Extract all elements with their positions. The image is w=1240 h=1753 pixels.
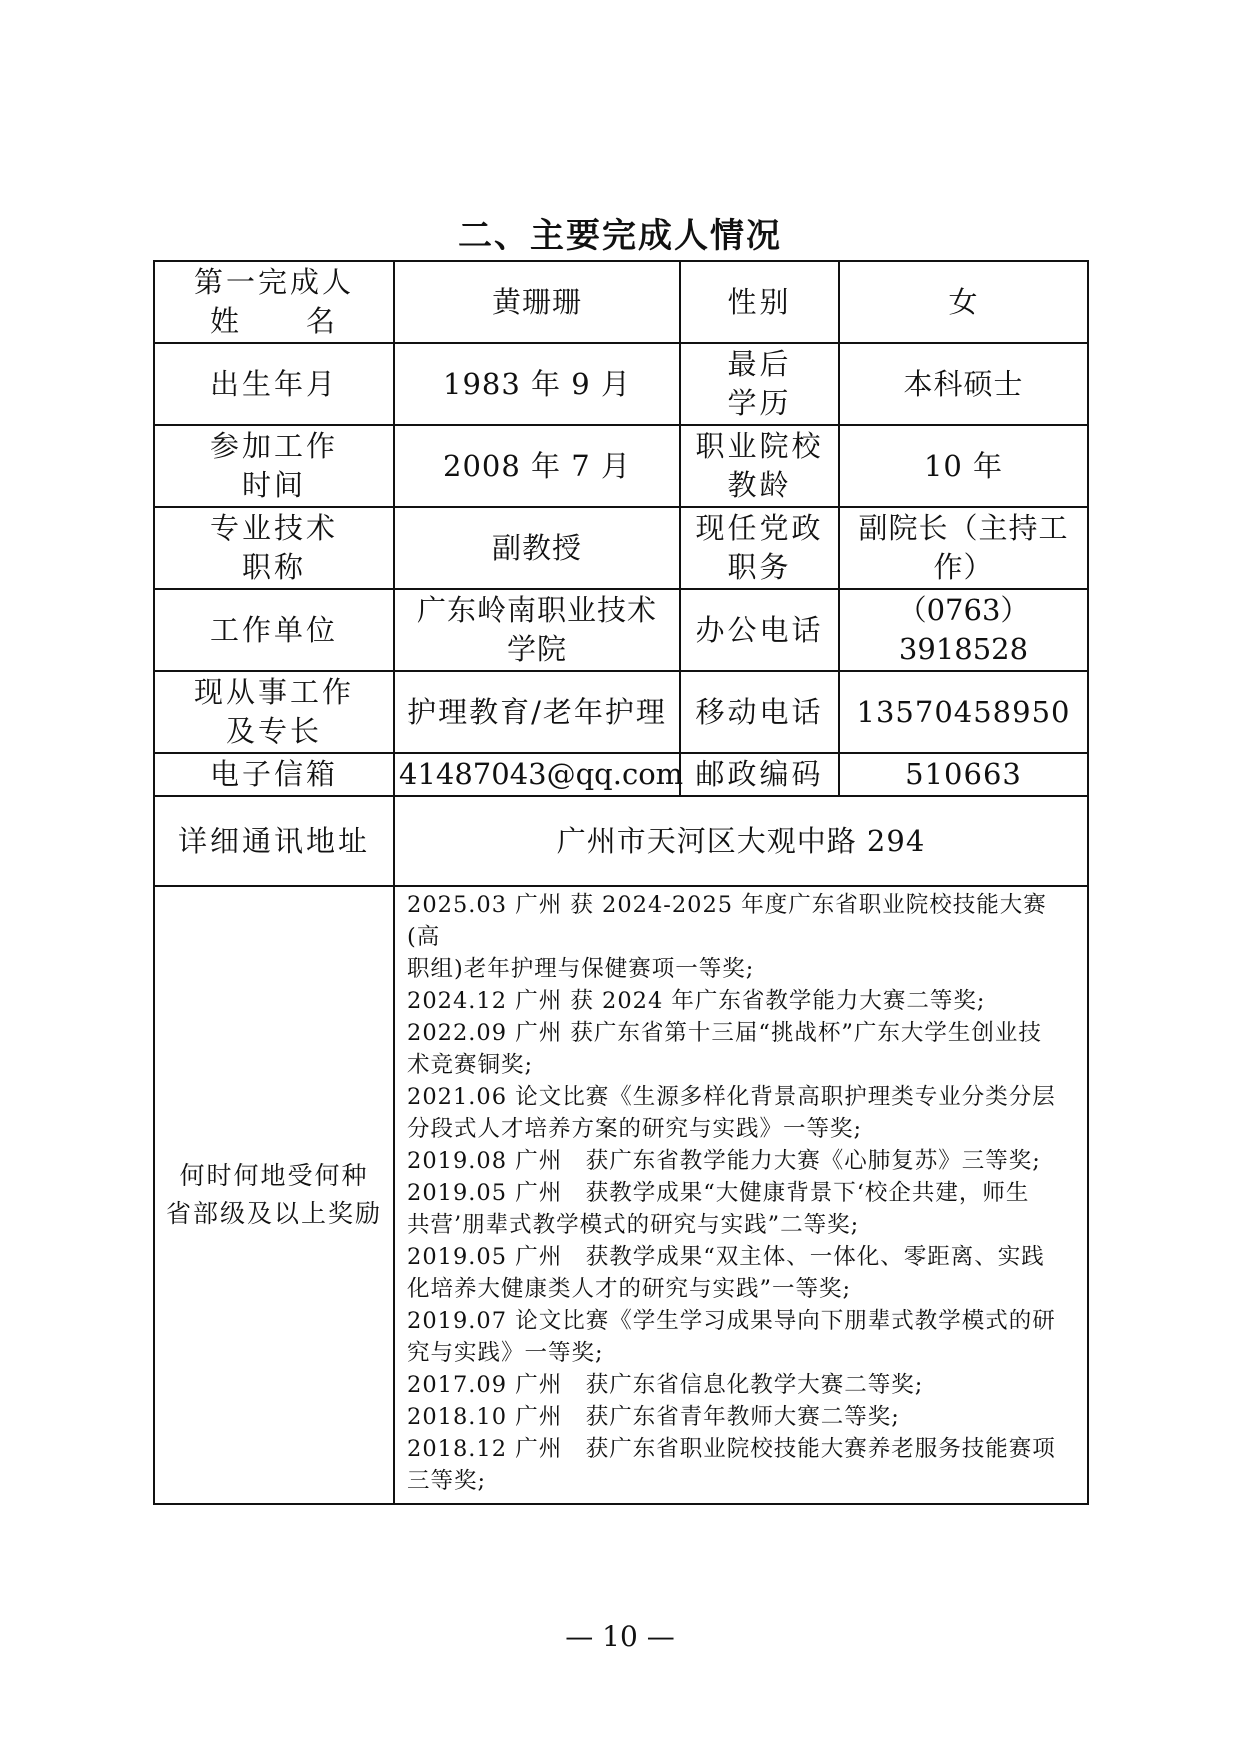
work-start-label-line-2: 时间 bbox=[241, 468, 306, 502]
table-row bbox=[154, 343, 1088, 425]
post-label-line-1: 现任党政 bbox=[695, 511, 824, 545]
award-line: 2018.10 广州 获广东省青年教师大赛二等奖; bbox=[407, 1404, 900, 1430]
mobile-label: 移动电话 bbox=[680, 671, 839, 753]
work-start-label-cell bbox=[154, 425, 394, 507]
awards-label-line-1: 何时何地受何种 bbox=[179, 1161, 369, 1190]
postcode-value: 510663 bbox=[839, 753, 1088, 796]
award-line: 2019.08 广州 获广东省教学能力大赛《心肺复苏》三等奖; bbox=[407, 1148, 1041, 1174]
teach-years-label-cell bbox=[680, 425, 839, 507]
award-line: 三等奖; bbox=[407, 1468, 487, 1494]
table-row bbox=[154, 796, 1088, 886]
unit-value-line-1: 广东岭南职业技术 bbox=[416, 593, 657, 627]
award-line: 2018.12 广州 获广东省职业院校技能大赛养老服务技能赛项 bbox=[407, 1436, 1056, 1462]
post-value-line-2: 作） bbox=[933, 550, 994, 584]
table-row bbox=[154, 425, 1088, 507]
email-label: 电子信箱 bbox=[154, 753, 394, 796]
post-label-cell bbox=[680, 507, 839, 589]
specialty-label-line-2: 及专长 bbox=[225, 714, 322, 748]
award-line: 分段式人才培养方案的研究与实践》一等奖; bbox=[407, 1116, 863, 1142]
table-row bbox=[154, 507, 1088, 589]
office-phone-label: 办公电话 bbox=[680, 589, 839, 671]
title-value: 副教授 bbox=[394, 507, 680, 589]
address-label: 详细通讯地址 bbox=[154, 796, 394, 886]
education-label-line-1: 最后 bbox=[727, 347, 792, 381]
name-label-line-1: 第一完成人 bbox=[193, 265, 354, 299]
award-line: 究与实践》一等奖; bbox=[407, 1340, 604, 1366]
awards-label-cell bbox=[154, 886, 394, 1504]
award-line: 2021.06 论文比赛《生源多样化背景高职护理类专业分类分层 bbox=[407, 1084, 1056, 1110]
award-line: 2025.03 广州 获 2024-2025 年度广东省职业院校技能大赛(高 bbox=[407, 892, 1047, 950]
education-value: 本科硕士 bbox=[839, 343, 1088, 425]
email-value: 41487043@qq.com bbox=[394, 753, 680, 796]
education-label-cell bbox=[680, 343, 839, 425]
table-row bbox=[154, 261, 1088, 343]
office-phone-value: （0763）3918528 bbox=[839, 589, 1088, 671]
mobile-value: 13570458950 bbox=[839, 671, 1088, 753]
table-row bbox=[154, 886, 1088, 1504]
title-label-line-2: 职称 bbox=[241, 550, 306, 584]
birth-value: 1983 年 9 月 bbox=[394, 343, 680, 425]
award-line: 2024.12 广州 获 2024 年广东省教学能力大赛二等奖; bbox=[407, 988, 986, 1014]
teach-years-label-line-1: 职业院校 bbox=[695, 429, 824, 463]
gender-value: 女 bbox=[839, 261, 1088, 343]
name-label-line-2: 姓 名 bbox=[209, 304, 338, 338]
award-line: 2017.09 广州 获广东省信息化教学大赛二等奖; bbox=[407, 1372, 924, 1398]
name-value: 黄珊珊 bbox=[394, 261, 680, 343]
award-line: 化培养大健康类人才的研究与实践”一等奖; bbox=[407, 1276, 852, 1302]
award-line: 职组)老年护理与保健赛项一等奖; bbox=[407, 956, 755, 982]
postcode-label: 邮政编码 bbox=[680, 753, 839, 796]
work-start-value: 2008 年 7 月 bbox=[394, 425, 680, 507]
specialty-label-cell bbox=[154, 671, 394, 753]
specialty-label-line-1: 现从事工作 bbox=[193, 675, 354, 709]
unit-value-cell bbox=[394, 589, 680, 671]
unit-value-line-2: 学院 bbox=[506, 632, 567, 666]
teach-years-label-line-2: 教龄 bbox=[727, 468, 792, 502]
award-line: 2022.09 广州 获广东省第十三届“挑战杯”广东大学生创业技 bbox=[407, 1020, 1042, 1046]
awards-label-line-2: 省部级及以上奖励 bbox=[165, 1199, 382, 1228]
address-value: 广州市天河区大观中路 294 bbox=[394, 796, 1088, 886]
award-line: 2019.07 论文比赛《学生学习成果导向下朋辈式教学模式的研 bbox=[407, 1308, 1056, 1334]
unit-label: 工作单位 bbox=[154, 589, 394, 671]
work-start-label-line-1: 参加工作 bbox=[209, 429, 338, 463]
post-value-cell bbox=[839, 507, 1088, 589]
specialty-value: 护理教育/老年护理 bbox=[394, 671, 680, 753]
education-label-line-2: 学历 bbox=[727, 386, 792, 420]
award-line: 2019.05 广州 获教学成果“大健康背景下‘校企共建，师生 bbox=[407, 1180, 1030, 1206]
gender-label: 性别 bbox=[680, 261, 839, 343]
teach-years-value: 10 年 bbox=[839, 425, 1088, 507]
section-title: 二、主要完成人情况 bbox=[458, 216, 782, 256]
title-label-cell bbox=[154, 507, 394, 589]
award-line: 2019.05 广州 获教学成果“双主体、一体化、零距离、实践 bbox=[407, 1244, 1045, 1270]
table-row bbox=[154, 589, 1088, 671]
awards-list bbox=[394, 886, 1088, 1504]
main-info-table bbox=[153, 260, 1089, 1505]
table-row bbox=[154, 753, 1088, 796]
title-label-line-1: 专业技术 bbox=[209, 511, 338, 545]
award-line: 共营’朋辈式教学模式的研究与实践”二等奖; bbox=[407, 1212, 860, 1238]
post-label-line-2: 职务 bbox=[727, 550, 792, 584]
name-label-cell bbox=[154, 261, 394, 343]
table-row bbox=[154, 671, 1088, 753]
page-number: — 10 — bbox=[565, 1620, 675, 1653]
post-value-line-1: 副院长（主持工 bbox=[858, 511, 1069, 545]
award-line: 术竞赛铜奖; bbox=[407, 1052, 534, 1078]
birth-label: 出生年月 bbox=[154, 343, 394, 425]
